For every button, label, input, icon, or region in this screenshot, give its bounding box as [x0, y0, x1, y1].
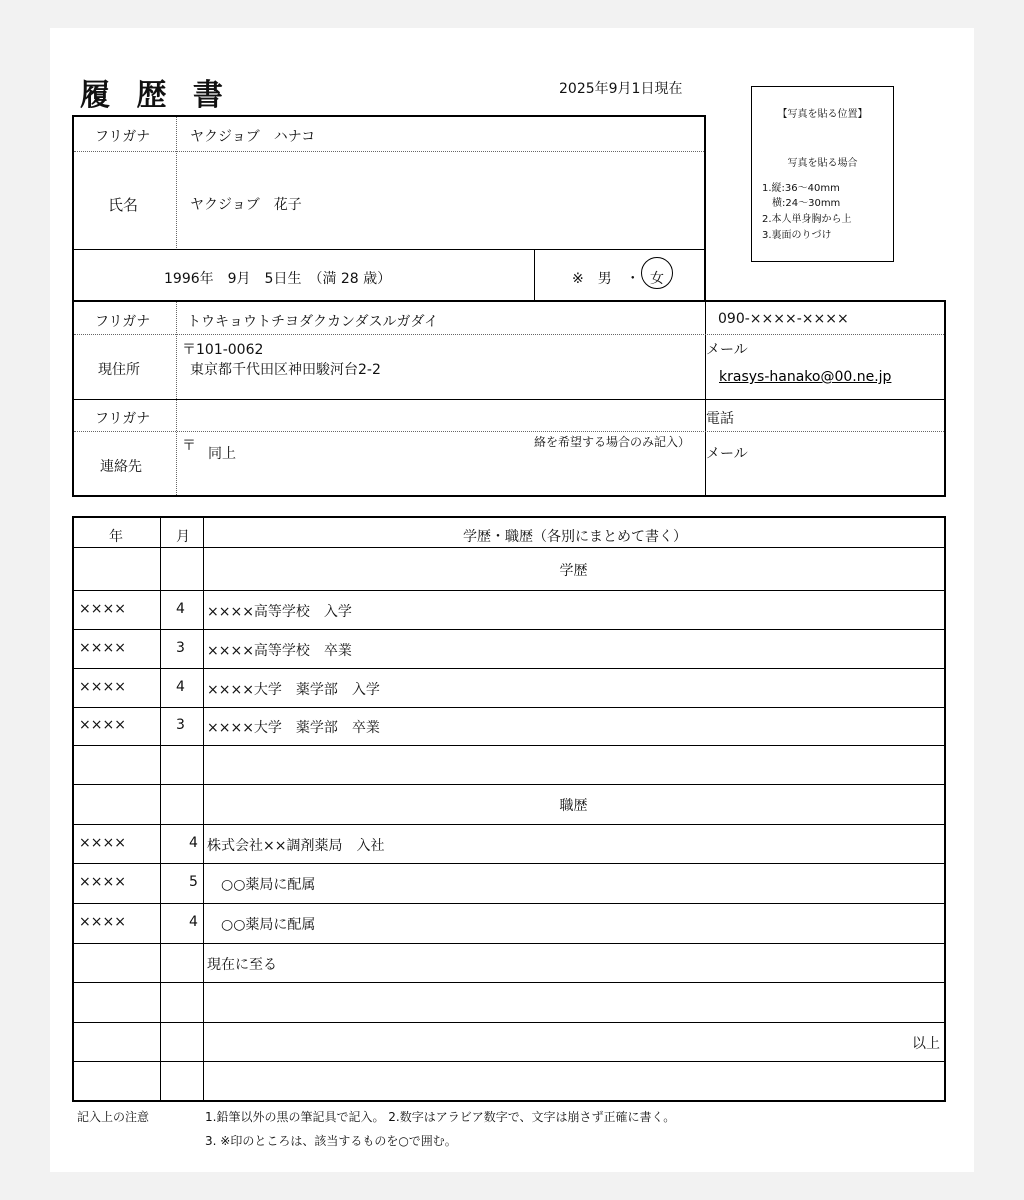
row-divider: [74, 943, 944, 944]
history-month: 4: [176, 678, 185, 695]
history-section-heading: 学歴: [559, 563, 588, 579]
contact-note: 絡を希望する場合のみ記入）: [534, 435, 691, 449]
birth-date: 1996年 9月 5日生 （満 28 歳）: [164, 271, 392, 287]
history-entry: ○○薬局に配属: [207, 917, 316, 933]
history-entry: ○○薬局に配属: [207, 877, 316, 893]
photo-subtitle: 写真を貼る場合: [787, 158, 858, 169]
year-col-divider: [160, 518, 161, 1100]
row-divider: [74, 590, 944, 591]
history-year: ××××: [79, 874, 126, 890]
history-month: 5: [189, 874, 198, 890]
history-month: 4: [189, 834, 198, 851]
address-furigana: トウキョウトチヨダクカンダスルガダイ: [187, 314, 439, 330]
address-label: 現住所: [98, 362, 140, 378]
photo-line: 横:24～30mm: [762, 198, 841, 209]
history-entry: ××××大学 薬学部 卒業: [207, 720, 380, 736]
furigana-label: フリガナ: [95, 129, 151, 145]
photo-placeholder: [751, 86, 894, 262]
contact-address: 同上: [208, 446, 236, 462]
row-divider: [74, 784, 944, 785]
row-divider: [74, 982, 944, 983]
page-title: 履 歴 書: [80, 78, 231, 113]
phone-number: 090-××××-××××: [718, 311, 849, 327]
history-month: 4: [176, 600, 185, 617]
history-year: ××××: [79, 717, 126, 733]
history-year: ××××: [79, 639, 126, 656]
history-entry: ××××高等学校 卒業: [207, 642, 352, 659]
address-line: 東京都千代田区神田駿河台2-2: [190, 362, 381, 378]
history-month: 4: [189, 914, 198, 930]
photo-line: 2.本人単身胸から上: [762, 214, 852, 225]
row-divider: [74, 903, 944, 904]
address-furigana-label: フリガナ: [95, 314, 151, 330]
row-divider: [74, 668, 944, 669]
history-year: ××××: [79, 678, 126, 695]
gender-options: ※ 男 ・: [572, 271, 640, 287]
contact-furigana-label: フリガナ: [95, 411, 151, 427]
row-divider: [74, 707, 944, 708]
history-year: ××××: [79, 914, 126, 930]
contact-label: 連絡先: [100, 459, 142, 475]
history-entry: 現在に至る: [207, 956, 277, 973]
history-entry: ××××高等学校 入学: [207, 603, 352, 620]
photo-title: 【写真を貼る位置】: [777, 109, 868, 120]
contact-mail-label: メール: [706, 446, 748, 462]
row-divider: [74, 824, 944, 825]
history-year: ××××: [79, 600, 126, 617]
contact-phone-label: 電話: [706, 411, 734, 427]
photo-line: 3.裏面のりづけ: [762, 230, 832, 241]
col-content-header: 学歴・職歴（各別にまとめて書く）: [463, 529, 687, 545]
row-divider: [74, 1022, 944, 1023]
history-entry: ××××大学 薬学部 入学: [207, 681, 380, 698]
full-name: ヤクジョブ 花子: [190, 197, 302, 213]
gender-selected: 女: [650, 271, 664, 287]
notes-line-1: 1.鉛筆以外の黒の筆記具で記入。 2.数字はアラビア数字で、文字は崩さず正確に書く。: [205, 1110, 676, 1124]
email-link[interactable]: krasys-hanako@00.ne.jp: [719, 369, 892, 385]
row-divider: [74, 863, 944, 864]
row-divider: [74, 1061, 944, 1062]
mail-label: メール: [706, 342, 748, 358]
row-divider: [74, 745, 944, 746]
history-entry: 以上: [912, 1035, 940, 1052]
photo-line: 1.縦:36～40mm: [762, 183, 840, 194]
col-year-header: 年: [109, 529, 123, 545]
history-entry: 株式会社××調剤薬局 入社: [207, 837, 385, 854]
row-divider: [74, 629, 944, 630]
table-header-divider: [74, 547, 944, 548]
history-section-heading: 職歴: [559, 798, 588, 814]
col-month-header: 月: [176, 529, 190, 545]
notes-label: 記入上の注意: [77, 1110, 150, 1124]
history-year: ××××: [79, 834, 126, 851]
history-month: 3: [176, 639, 185, 656]
postal-code: 〒101-0062: [182, 342, 264, 358]
name-furigana: ヤクジョブ ハナコ: [190, 129, 316, 145]
as-of-date: 2025年9月1日現在: [559, 81, 683, 97]
notes-line-2: 3. ※印のところは、該当するものを○で囲む。: [205, 1134, 457, 1148]
history-month: 3: [176, 717, 185, 733]
name-label: 氏名: [108, 196, 139, 214]
contact-postal-mark: 〒: [182, 438, 196, 454]
